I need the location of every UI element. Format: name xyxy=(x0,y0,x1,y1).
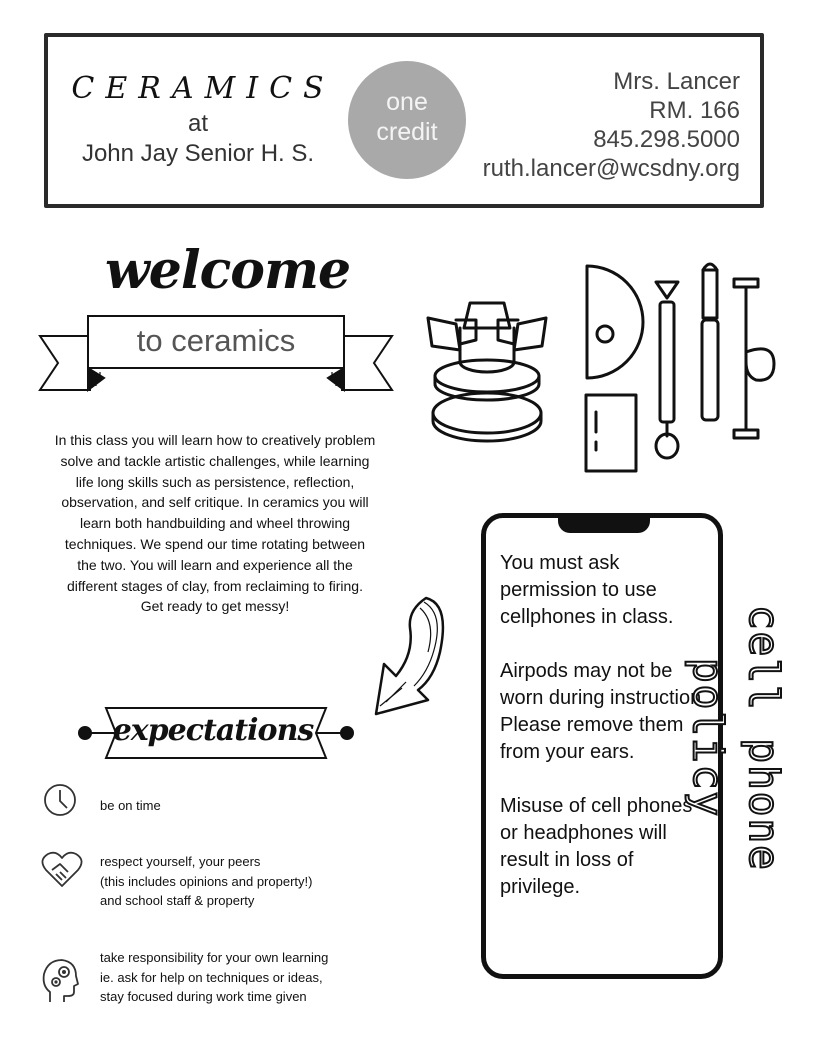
expectation-text: respect yourself, your peers (this includes opinions and property!) and school staff & property xyxy=(100,854,313,908)
teacher-name: Mrs. Lancer xyxy=(613,68,740,95)
room-number: RM. 166 xyxy=(649,97,740,124)
header-box xyxy=(44,33,764,208)
expectation-item xyxy=(40,782,380,822)
course-title-block xyxy=(48,71,348,169)
phone-policy-text xyxy=(500,550,710,901)
head-gears-icon xyxy=(40,956,80,1008)
welcome-subtitle: to ceramics xyxy=(136,323,296,358)
intro-paragraph: In this class you will learn how to creatively problem solve and tackle artistic challenges, while learning life long skills such as persistence, reflection, observation, and self critique. In ceramics you will learn both handbuilding and wheel throwing techniques. We spend our time rotating between the two. You will learn and experience all the different stages of clay, from reclaiming to firing. Get ready to get messy! xyxy=(54,432,376,615)
welcome-heading: welcome xyxy=(105,240,351,301)
expectation-item xyxy=(40,850,380,914)
policy-paragraph: You must ask permission to use cellphones in class. xyxy=(500,552,674,628)
teacher-contact xyxy=(483,67,740,183)
course-at: at xyxy=(187,110,208,137)
clock-icon xyxy=(40,782,80,822)
arrow-icon xyxy=(366,594,450,718)
email-link[interactable]: ruth.lancer@wcsdny.org xyxy=(482,155,740,182)
heart-handshake-icon xyxy=(40,850,84,890)
credit-line-2: credit xyxy=(376,118,438,146)
expectation-text: take responsibility for your own learning ie. ask for help on techniques or ideas, stay focused during work time given xyxy=(100,950,329,1004)
policy-paragraph: Airpods may not be worn during instruction. Please remove them from your ears. xyxy=(500,660,707,763)
expectation-item xyxy=(40,946,380,1010)
credit-line-1: one xyxy=(386,88,428,116)
phone-policy-title: cell phone policy xyxy=(684,604,788,872)
course-title: CERAMICS xyxy=(71,71,335,106)
expectation-text: be on time xyxy=(100,798,161,813)
phone-notch xyxy=(558,517,650,533)
policy-paragraph: Misuse of cell phones or headphones will result in loss of privilege. xyxy=(500,795,693,898)
credit-badge xyxy=(348,61,466,179)
ceramics-tools-icon xyxy=(420,258,800,478)
school-name: John Jay Senior H. S. xyxy=(81,140,315,167)
expectations-heading: expectations xyxy=(112,713,314,748)
phone-number: 845.298.5000 xyxy=(593,126,740,153)
